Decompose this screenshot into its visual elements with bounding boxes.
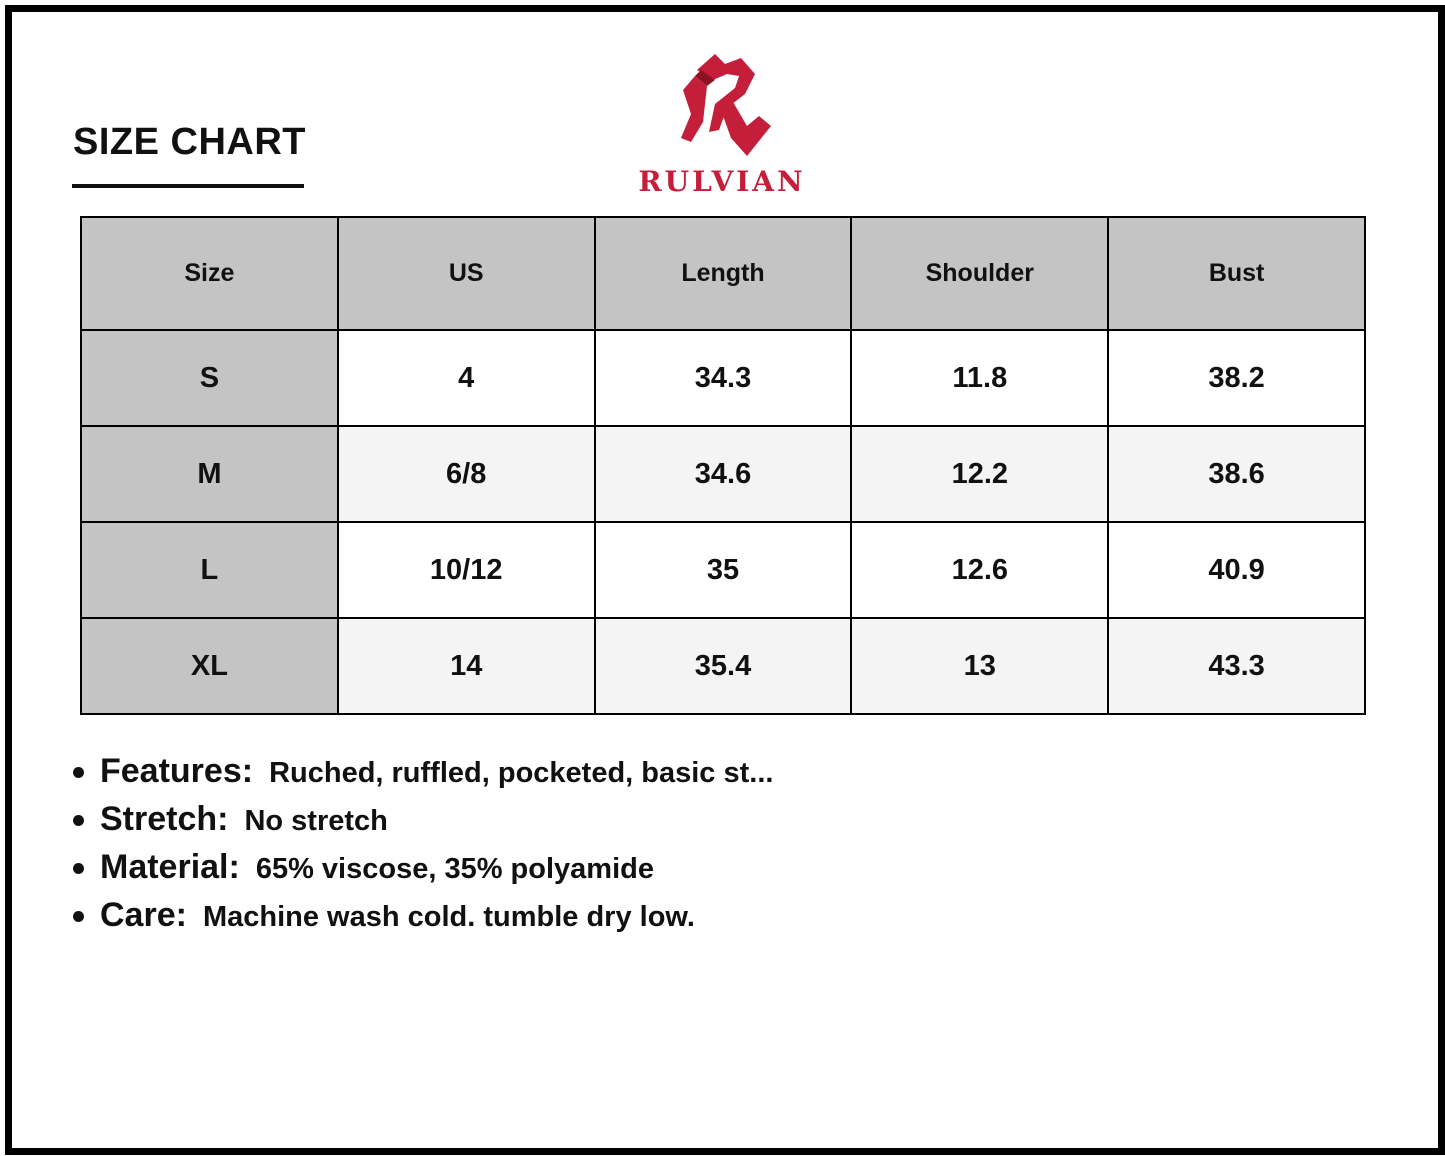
bust-cell: 38.2 xyxy=(1108,330,1365,426)
size-cell: M xyxy=(81,426,338,522)
detail-label: Material: xyxy=(100,848,240,886)
bust-cell: 40.9 xyxy=(1108,522,1365,618)
shoulder-cell: 12.6 xyxy=(851,522,1108,618)
bust-cell: 38.6 xyxy=(1108,426,1365,522)
shoulder-cell: 11.8 xyxy=(851,330,1108,426)
bust-cell: 43.3 xyxy=(1108,618,1365,714)
detail-label: Features: xyxy=(100,752,254,790)
header-bust: Bust xyxy=(1108,217,1365,330)
size-table xyxy=(80,216,1366,715)
bullet-icon xyxy=(73,815,84,826)
detail-features xyxy=(70,752,773,800)
table-header-row xyxy=(81,217,1365,330)
detail-value: No stretch xyxy=(244,805,388,837)
detail-material xyxy=(70,848,773,896)
size-cell: XL xyxy=(81,618,338,714)
product-details-list xyxy=(70,752,773,944)
us-cell: 10/12 xyxy=(338,522,595,618)
table-row xyxy=(81,330,1365,426)
brand-name: RULVIAN xyxy=(638,165,806,198)
logo-r-stem xyxy=(681,76,707,142)
shoulder-cell: 13 xyxy=(851,618,1108,714)
length-cell: 35 xyxy=(595,522,852,618)
detail-stretch xyxy=(70,800,773,848)
logo-r-leg xyxy=(721,102,771,156)
bullet-icon xyxy=(73,911,84,922)
us-cell: 14 xyxy=(338,618,595,714)
title-underline xyxy=(72,184,304,188)
length-cell: 34.3 xyxy=(595,330,852,426)
us-cell: 6/8 xyxy=(338,426,595,522)
header-size: Size xyxy=(81,217,338,330)
detail-value: Ruched, ruffled, pocketed, basic st... xyxy=(269,757,774,789)
bullet-icon xyxy=(73,863,84,874)
table-row xyxy=(81,426,1365,522)
length-cell: 34.6 xyxy=(595,426,852,522)
size-cell: L xyxy=(81,522,338,618)
page-title: SIZE CHART xyxy=(73,121,306,163)
header-length: Length xyxy=(595,217,852,330)
us-cell: 4 xyxy=(338,330,595,426)
header-shoulder: Shoulder xyxy=(851,217,1108,330)
size-cell: S xyxy=(81,330,338,426)
bullet-icon xyxy=(73,767,84,778)
detail-label: Stretch: xyxy=(100,800,229,838)
table-row xyxy=(81,618,1365,714)
header-us: US xyxy=(338,217,595,330)
table-row xyxy=(81,522,1365,618)
shoulder-cell: 12.2 xyxy=(851,426,1108,522)
detail-value: 65% viscose, 35% polyamide xyxy=(255,853,654,885)
rulvian-r-logo-icon xyxy=(675,52,775,162)
detail-care xyxy=(70,896,773,944)
detail-label: Care: xyxy=(100,896,187,934)
length-cell: 35.4 xyxy=(595,618,852,714)
brand-logo xyxy=(620,50,830,200)
detail-value: Machine wash cold. tumble dry low. xyxy=(202,901,695,933)
